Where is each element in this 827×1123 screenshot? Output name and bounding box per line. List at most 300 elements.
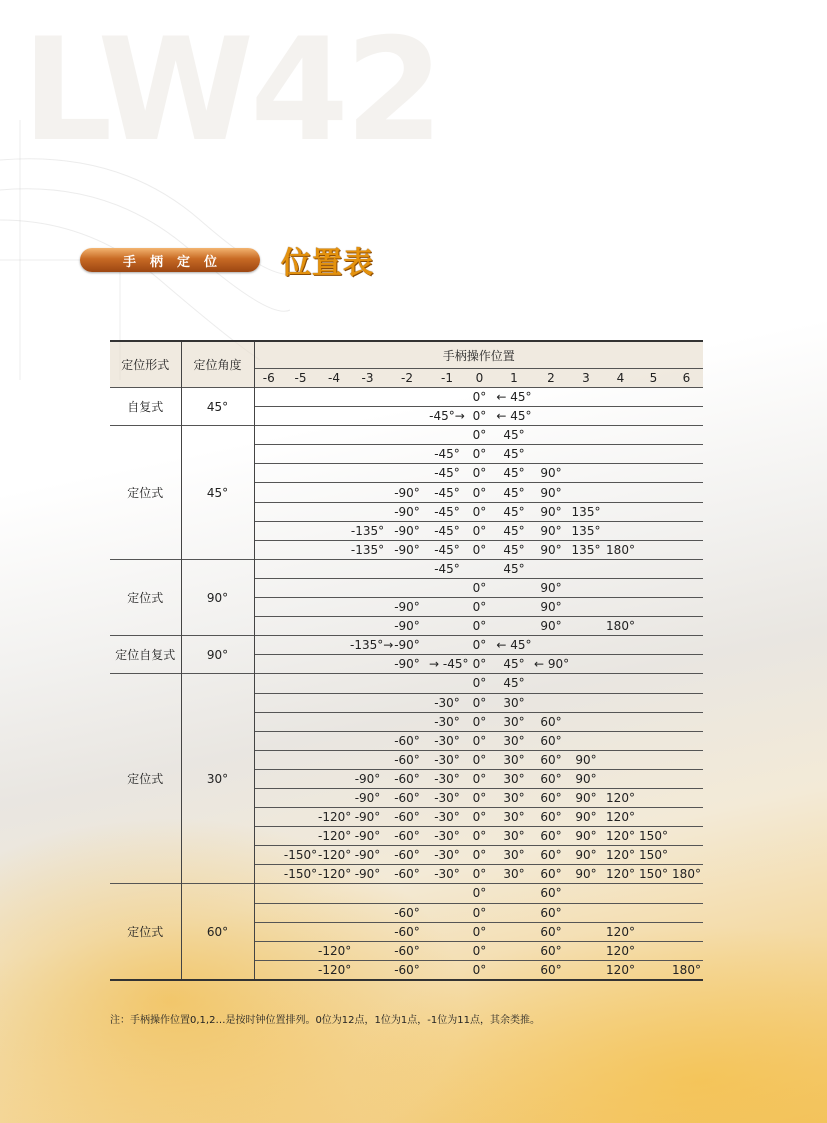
position-value: -135° — [350, 540, 385, 559]
position-value — [670, 540, 703, 559]
position-value: 45° — [494, 540, 534, 559]
watermark-model: LW42 — [22, 8, 440, 173]
position-value: 120° — [604, 922, 637, 941]
position-value: -60° — [385, 922, 429, 941]
position-value — [568, 426, 604, 445]
position-value — [604, 407, 637, 426]
position-value — [283, 712, 318, 731]
position-value — [637, 559, 670, 578]
position-value — [670, 445, 703, 464]
position-value: 60° — [534, 903, 568, 922]
position-value — [670, 884, 703, 903]
position-value — [670, 578, 703, 597]
position-value — [350, 693, 385, 712]
position-value: 120° — [604, 865, 637, 884]
position-value: 180° — [670, 865, 703, 884]
section-title: 位置表 — [281, 246, 374, 281]
position-value: 120° — [604, 788, 637, 807]
position-value — [318, 502, 350, 521]
position-value: 180° — [604, 617, 637, 636]
position-value — [350, 388, 385, 407]
position-value: 0° — [465, 540, 494, 559]
position-value — [670, 769, 703, 788]
position-value — [350, 655, 385, 674]
position-value — [385, 712, 429, 731]
position-value — [254, 407, 283, 426]
position-value — [385, 407, 429, 426]
position-value: -45° — [429, 483, 465, 502]
position-value — [429, 598, 465, 617]
header-angle: 定位角度 — [181, 341, 254, 388]
position-value — [637, 483, 670, 502]
position-value — [318, 674, 350, 693]
position-value: 120° — [604, 846, 637, 865]
position-value: 0° — [465, 865, 494, 884]
position-value — [318, 521, 350, 540]
position-value: 120° — [604, 941, 637, 960]
position-value — [670, 808, 703, 827]
position-value: 0° — [465, 426, 494, 445]
position-value: 90° — [534, 483, 568, 502]
position-value: -90° — [385, 521, 429, 540]
position-value — [350, 903, 385, 922]
position-value — [283, 464, 318, 483]
position-value — [254, 655, 283, 674]
position-value — [637, 636, 670, 655]
angle-cell: 90° — [181, 559, 254, 635]
position-value — [670, 731, 703, 750]
position-value — [283, 922, 318, 941]
position-value — [568, 559, 604, 578]
position-value: -60° — [385, 750, 429, 769]
position-value — [254, 827, 283, 846]
position-value: → -45° — [429, 655, 465, 674]
position-value — [568, 941, 604, 960]
position-value — [318, 712, 350, 731]
position-value: ← 45° — [494, 407, 534, 426]
position-value — [283, 483, 318, 502]
header-positions: 手柄操作位置 — [254, 341, 703, 369]
position-value — [318, 884, 350, 903]
position-value: 0° — [465, 808, 494, 827]
position-value — [254, 445, 283, 464]
position-value — [534, 636, 568, 655]
position-value — [350, 750, 385, 769]
position-value — [318, 464, 350, 483]
position-value: -90° — [385, 655, 429, 674]
position-value: 45° — [494, 445, 534, 464]
position-value: ← 45° — [494, 636, 534, 655]
position-value — [670, 655, 703, 674]
position-value — [350, 464, 385, 483]
table-row — [110, 884, 703, 903]
position-value — [350, 598, 385, 617]
position-value — [637, 502, 670, 521]
position-value: -120° — [318, 941, 350, 960]
position-value — [604, 464, 637, 483]
position-value: -45° — [429, 502, 465, 521]
position-value — [494, 884, 534, 903]
position-number: -3 — [350, 369, 385, 388]
position-value — [604, 769, 637, 788]
position-value — [350, 426, 385, 445]
position-value — [318, 426, 350, 445]
position-value — [670, 922, 703, 941]
position-value — [494, 578, 534, 597]
position-number: 2 — [534, 369, 568, 388]
position-number: -5 — [283, 369, 318, 388]
position-value: -60° — [385, 865, 429, 884]
position-value — [604, 884, 637, 903]
position-value: -30° — [429, 788, 465, 807]
position-value — [670, 750, 703, 769]
position-value: 0° — [465, 483, 494, 502]
position-value — [604, 559, 637, 578]
position-value: -45° — [429, 445, 465, 464]
position-value: 60° — [534, 731, 568, 750]
position-value — [637, 922, 670, 941]
position-number: 1 — [494, 369, 534, 388]
position-value: 0° — [465, 407, 494, 426]
position-value: -60° — [385, 941, 429, 960]
position-value: 0° — [465, 464, 494, 483]
table-row — [110, 636, 703, 655]
position-value — [254, 960, 283, 980]
position-number: 6 — [670, 369, 703, 388]
position-value — [637, 731, 670, 750]
position-value: -90° — [350, 808, 385, 827]
position-value — [283, 636, 318, 655]
position-value: 0° — [465, 903, 494, 922]
position-value — [283, 884, 318, 903]
position-value — [318, 788, 350, 807]
position-value — [318, 655, 350, 674]
position-value — [318, 388, 350, 407]
position-value — [637, 426, 670, 445]
position-value: 30° — [494, 827, 534, 846]
position-value — [637, 808, 670, 827]
position-value — [350, 578, 385, 597]
position-value: 150° — [637, 846, 670, 865]
position-value — [350, 674, 385, 693]
position-value — [494, 617, 534, 636]
position-value — [670, 903, 703, 922]
position-value — [385, 388, 429, 407]
position-value — [318, 903, 350, 922]
table-row — [110, 559, 703, 578]
position-value — [604, 388, 637, 407]
position-value: 60° — [534, 750, 568, 769]
position-value — [670, 407, 703, 426]
position-value — [637, 941, 670, 960]
position-value — [670, 521, 703, 540]
position-value — [385, 559, 429, 578]
position-value: 90° — [534, 540, 568, 559]
position-value — [637, 578, 670, 597]
position-value: -90° — [350, 827, 385, 846]
position-value: 180° — [670, 960, 703, 980]
position-value — [670, 464, 703, 483]
position-value — [637, 598, 670, 617]
angle-cell: 45° — [181, 426, 254, 560]
position-value — [385, 445, 429, 464]
position-value — [318, 922, 350, 941]
position-value — [283, 445, 318, 464]
position-value: -90° — [350, 788, 385, 807]
position-value — [568, 674, 604, 693]
position-value: 0° — [465, 636, 494, 655]
position-value: -120° — [318, 865, 350, 884]
position-value: 0° — [465, 617, 494, 636]
position-value — [568, 636, 604, 655]
position-value — [637, 540, 670, 559]
position-value — [637, 674, 670, 693]
position-value — [283, 521, 318, 540]
position-value: -90° — [350, 769, 385, 788]
position-value — [350, 960, 385, 980]
position-value: 0° — [465, 788, 494, 807]
position-value — [318, 578, 350, 597]
position-value — [637, 445, 670, 464]
position-value — [670, 559, 703, 578]
position-value — [385, 464, 429, 483]
position-value — [254, 598, 283, 617]
position-value — [534, 674, 568, 693]
angle-cell: 90° — [181, 636, 254, 674]
position-value — [254, 788, 283, 807]
position-value — [604, 502, 637, 521]
position-value: 30° — [494, 693, 534, 712]
position-value: 0° — [465, 578, 494, 597]
position-value: 180° — [604, 540, 637, 559]
position-value: 90° — [568, 750, 604, 769]
position-value: 30° — [494, 712, 534, 731]
position-value: 0° — [465, 502, 494, 521]
angle-cell: 30° — [181, 674, 254, 884]
position-value: 60° — [534, 712, 568, 731]
position-value — [670, 388, 703, 407]
position-table — [110, 340, 703, 981]
position-value: 60° — [534, 922, 568, 941]
position-value — [283, 407, 318, 426]
position-value: 120° — [604, 960, 637, 980]
position-value: -45° — [429, 521, 465, 540]
position-value: 150° — [637, 827, 670, 846]
position-value — [283, 769, 318, 788]
form-cell: 定位式 — [110, 426, 181, 560]
position-value: 90° — [568, 827, 604, 846]
position-value — [254, 388, 283, 407]
position-value: 60° — [534, 941, 568, 960]
position-value: -60° — [385, 769, 429, 788]
position-value: -150° — [283, 846, 318, 865]
position-value — [604, 598, 637, 617]
position-value: ← 45° — [494, 388, 534, 407]
position-value: 45° — [494, 674, 534, 693]
position-value — [385, 426, 429, 445]
position-value: -30° — [429, 846, 465, 865]
position-value: 30° — [494, 750, 534, 769]
position-value — [429, 617, 465, 636]
position-value — [350, 407, 385, 426]
position-value — [385, 693, 429, 712]
position-number: -6 — [254, 369, 283, 388]
position-value: -30° — [429, 731, 465, 750]
position-value: 45° — [494, 502, 534, 521]
position-value: 135° — [568, 540, 604, 559]
position-value: -60° — [385, 846, 429, 865]
position-value: 90° — [534, 598, 568, 617]
position-value — [568, 598, 604, 617]
position-value — [429, 941, 465, 960]
position-value — [318, 559, 350, 578]
position-value: 45° — [494, 426, 534, 445]
position-value — [283, 655, 318, 674]
position-value — [318, 407, 350, 426]
position-value — [254, 578, 283, 597]
position-value: 0° — [465, 769, 494, 788]
position-value: 60° — [534, 960, 568, 980]
position-value: 0° — [465, 655, 494, 674]
position-number: 4 — [604, 369, 637, 388]
position-value — [283, 578, 318, 597]
position-value — [604, 731, 637, 750]
position-value — [604, 426, 637, 445]
position-value — [568, 884, 604, 903]
angle-cell: 45° — [181, 388, 254, 426]
position-value: 60° — [534, 808, 568, 827]
position-value: 30° — [494, 769, 534, 788]
position-value: -120° — [318, 846, 350, 865]
position-value: -45° — [429, 559, 465, 578]
position-value — [254, 540, 283, 559]
header-row — [110, 341, 703, 369]
position-value — [318, 617, 350, 636]
position-value: 30° — [494, 865, 534, 884]
position-value — [494, 903, 534, 922]
position-value — [350, 922, 385, 941]
position-value — [637, 788, 670, 807]
position-value — [494, 960, 534, 980]
position-value — [318, 445, 350, 464]
form-cell: 定位自复式 — [110, 636, 181, 674]
position-value: 90° — [568, 808, 604, 827]
position-value — [429, 960, 465, 980]
position-value: -45° — [429, 540, 465, 559]
position-value — [283, 827, 318, 846]
position-value: 90° — [568, 769, 604, 788]
position-value: -60° — [385, 808, 429, 827]
position-value — [350, 712, 385, 731]
position-value — [568, 903, 604, 922]
position-value — [385, 674, 429, 693]
position-value — [350, 884, 385, 903]
position-value — [637, 693, 670, 712]
position-value: 60° — [534, 865, 568, 884]
position-value — [254, 483, 283, 502]
position-value — [534, 559, 568, 578]
position-value — [429, 922, 465, 941]
position-value — [494, 922, 534, 941]
position-value — [283, 693, 318, 712]
position-value — [494, 598, 534, 617]
position-value: 45° — [494, 483, 534, 502]
position-value — [568, 617, 604, 636]
position-value — [254, 808, 283, 827]
position-value — [637, 521, 670, 540]
position-value — [604, 578, 637, 597]
position-value — [254, 922, 283, 941]
position-value — [254, 464, 283, 483]
position-value — [637, 464, 670, 483]
form-cell: 自复式 — [110, 388, 181, 426]
position-value — [568, 731, 604, 750]
position-value — [534, 445, 568, 464]
position-value — [568, 693, 604, 712]
position-value — [429, 388, 465, 407]
position-value: 60° — [534, 884, 568, 903]
position-value — [568, 483, 604, 502]
position-number: 0 — [465, 369, 494, 388]
position-value: -90° — [350, 865, 385, 884]
position-value — [670, 827, 703, 846]
position-value — [568, 445, 604, 464]
position-value: 45° — [494, 655, 534, 674]
position-value — [429, 884, 465, 903]
position-value — [429, 903, 465, 922]
position-value — [637, 769, 670, 788]
position-value — [604, 636, 637, 655]
form-cell: 定位式 — [110, 674, 181, 884]
position-number: 3 — [568, 369, 604, 388]
position-value — [604, 903, 637, 922]
position-value — [385, 578, 429, 597]
position-value — [283, 960, 318, 980]
position-value — [568, 655, 604, 674]
position-value: 90° — [534, 502, 568, 521]
table-row — [110, 388, 703, 407]
position-value: 90° — [568, 788, 604, 807]
position-value — [637, 750, 670, 769]
position-value — [604, 521, 637, 540]
position-value: -90° — [385, 540, 429, 559]
position-value: 90° — [534, 578, 568, 597]
position-value — [385, 884, 429, 903]
position-value — [637, 388, 670, 407]
position-value — [283, 941, 318, 960]
position-value — [254, 846, 283, 865]
position-value — [350, 941, 385, 960]
position-value — [283, 788, 318, 807]
position-value: -135° — [350, 521, 385, 540]
position-value: -90° — [385, 636, 429, 655]
position-value: 45° — [494, 559, 534, 578]
position-value: -120° — [318, 827, 350, 846]
position-value — [604, 483, 637, 502]
position-value: 120° — [604, 808, 637, 827]
position-value — [318, 540, 350, 559]
position-value: 90° — [568, 846, 604, 865]
position-value: -90° — [385, 598, 429, 617]
position-value: -90° — [385, 502, 429, 521]
position-value: -30° — [429, 693, 465, 712]
position-number: -1 — [429, 369, 465, 388]
position-value: -30° — [429, 808, 465, 827]
position-value: 30° — [494, 731, 534, 750]
position-value: 120° — [604, 827, 637, 846]
position-value: 60° — [534, 846, 568, 865]
position-value — [318, 598, 350, 617]
